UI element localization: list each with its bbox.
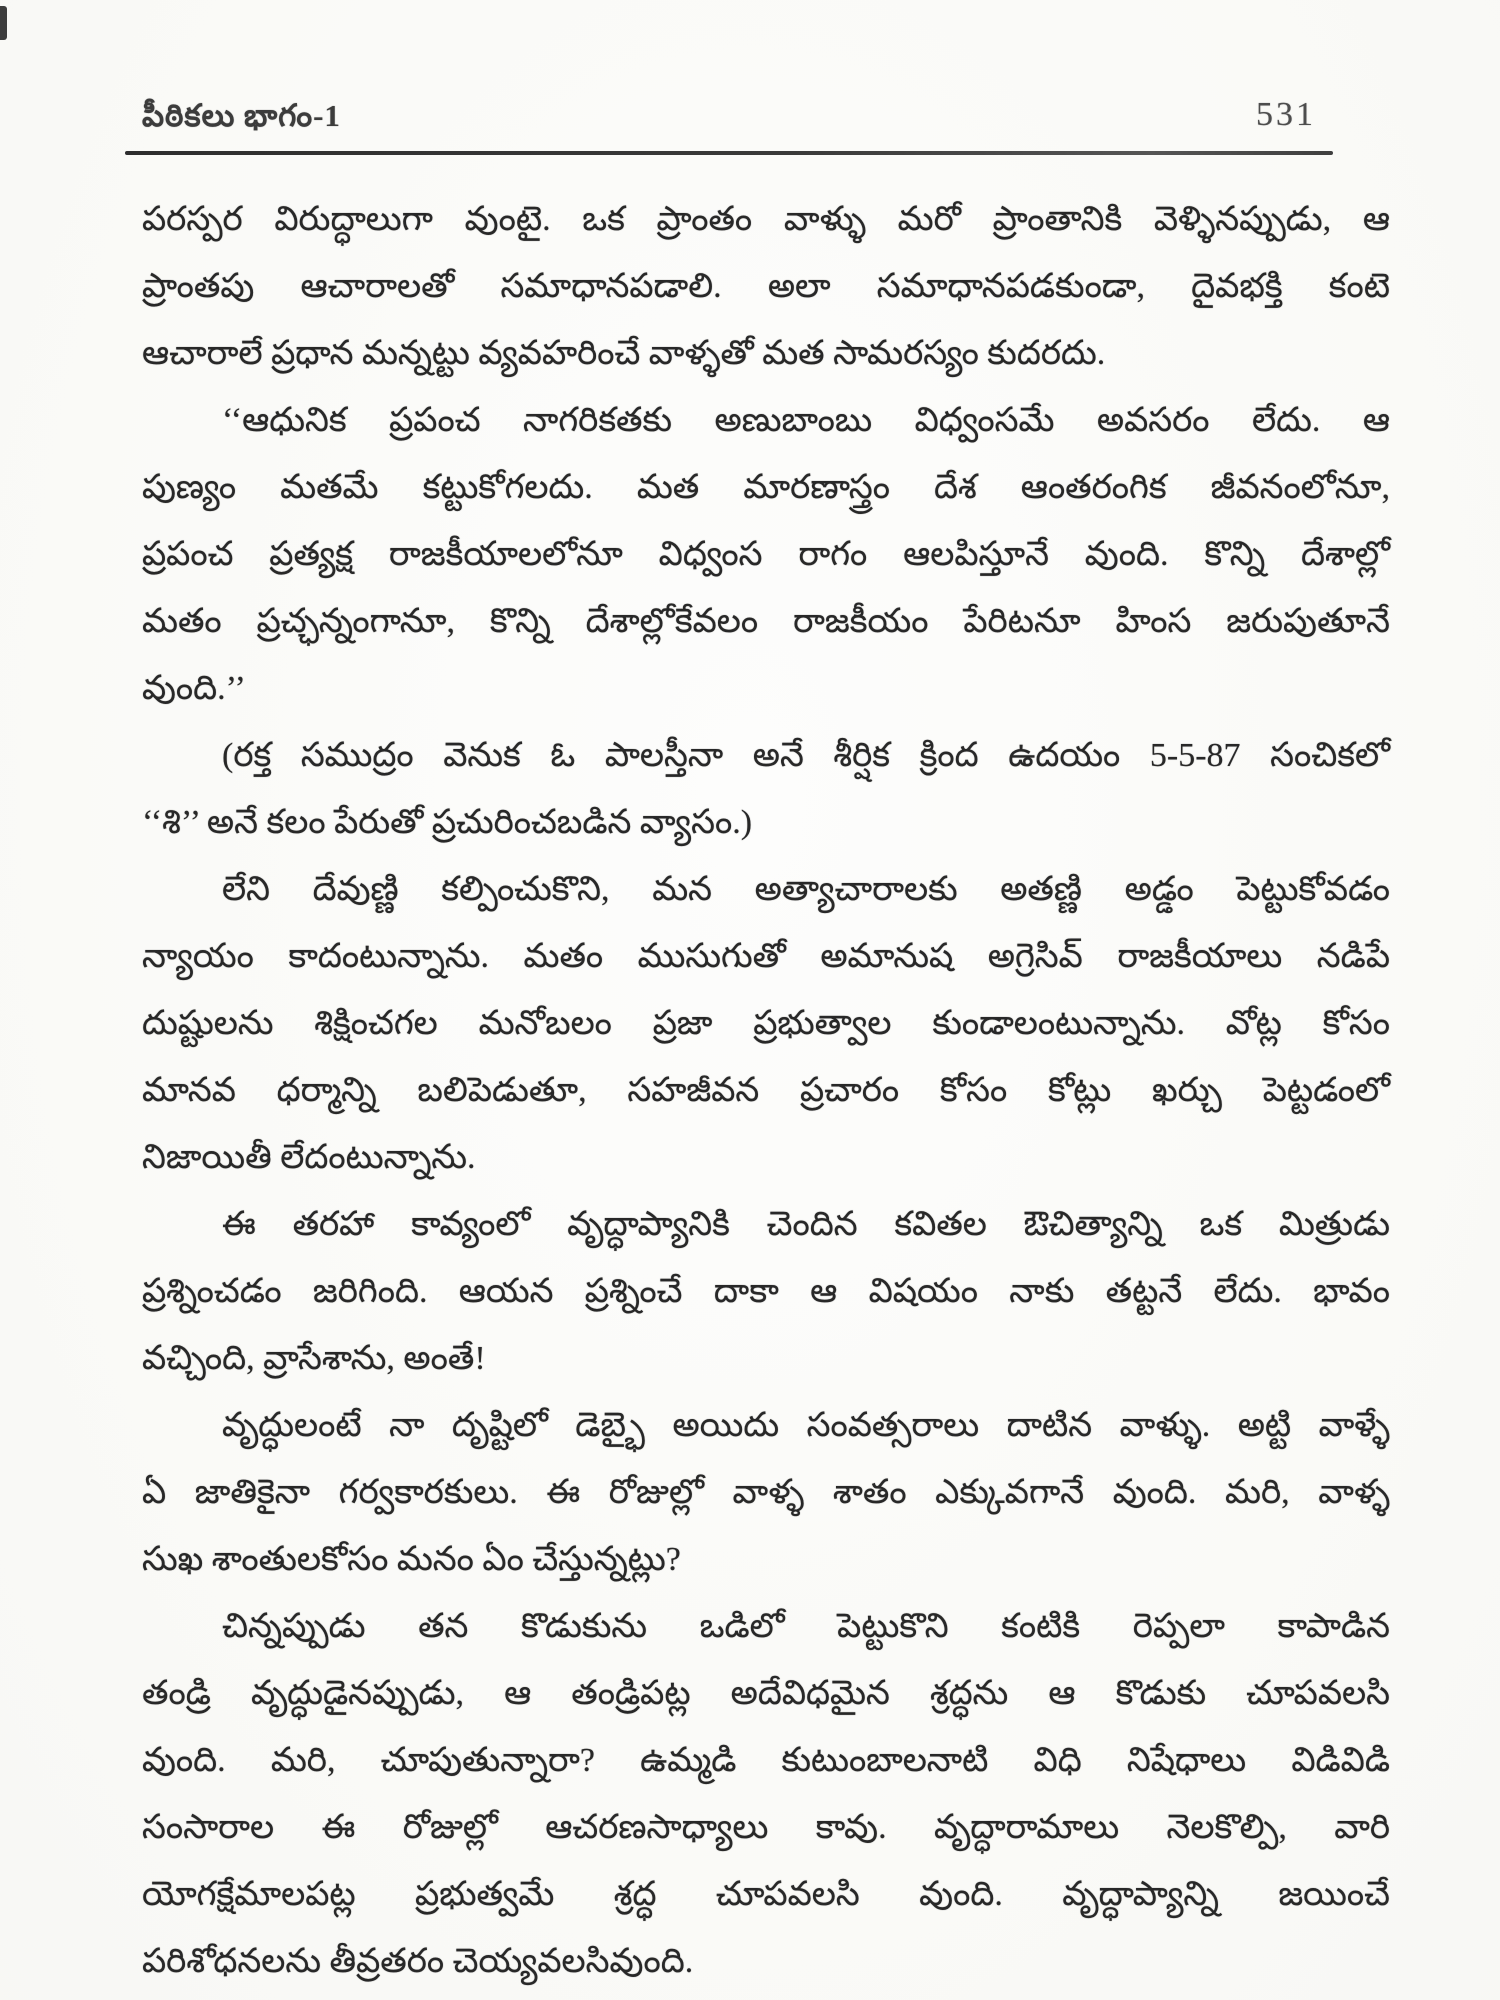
running-title: పీఠికలు భాగం-1 <box>142 98 341 133</box>
text-line: వుంది. మరి, చూపుతున్నారా? ఉమ్మడి కుటుంబాలనాటి విధి నిషేధాలు విడివిడి <box>142 1742 1390 1779</box>
text-line: వృద్ధులంటే నా దృష్టిలో డెబ్భై అయిదు సంవత్సరాలు దాటిన వాళ్ళు. అట్టి వాళ్ళే <box>222 1407 1390 1444</box>
text-line: మతం ప్రచ్ఛన్నంగానూ, కొన్ని దేశాల్లోకేవలం రాజకీయం పేరిటనూ హింస జరుపుతూనే <box>142 603 1390 640</box>
text-line: ప్రాంతపు ఆచారాలతో సమాధానపడాలి. అలా సమాధానపడకుండా, దైవభక్తి కంటె <box>142 268 1390 305</box>
text-line: ప్రశ్నించడం జరిగింది. ఆయన ప్రశ్నించే దాకా ఆ విషయం నాకు తట్టనే లేదు. భావం <box>142 1273 1390 1310</box>
text-line: ‘‘శి’’ అనే కలం పేరుతో ప్రచురించబడిన వ్యాసం.) <box>142 804 753 841</box>
page-number: 531 <box>1256 96 1316 133</box>
text-line: చిన్నప్పుడు తన కొడుకును ఒడిలో పెట్టుకొని కంటికి రెప్పలా కాపాడిన <box>222 1608 1390 1645</box>
header-rule <box>125 151 1333 155</box>
text-line: ఈ తరహా కావ్యంలో వృద్ధాప్యానికి చెందిన కవితల ఔచిత్యాన్ని ఒక మిత్రుడు <box>222 1206 1390 1243</box>
text-line: వచ్చింది, వ్రాసేశాను, అంతే! <box>142 1340 486 1377</box>
page-body-text <box>142 186 1390 1995</box>
text-line: తండ్రి వృద్ధుడైనప్పుడు, ఆ తండ్రిపట్ల అదేవిధమైన శ్రద్ధను ఆ కొడుకు చూపవలసి <box>142 1675 1390 1712</box>
text-line: దుష్టులను శిక్షించగల మనోబలం ప్రజా ప్రభుత్వాల కుండాలంటున్నాను. వోట్ల కోసం <box>142 1005 1390 1042</box>
text-line: ‘‘ఆధునిక ప్రపంచ నాగరికతకు అణుబాంబు విధ్వంసమే అవసరం లేదు. ఆ <box>222 402 1390 439</box>
text-line: వుంది.’’ <box>142 670 246 707</box>
text-line: పుణ్యం మతమే కట్టుకోగలదు. మత మారణాస్త్రం దేశ ఆంతరంగిక జీవనంలోనూ, <box>142 469 1390 506</box>
text-line: లేని దేవుణ్ణి కల్పించుకొని, మన అత్యాచారాలకు అతణ్ణి అడ్డం పెట్టుకోవడం <box>222 871 1390 908</box>
text-line: ప్రపంచ ప్రత్యక్ష రాజకీయాలలోనూ విధ్వంస రాగం ఆలపిస్తూనే వుంది. కొన్ని దేశాల్లో <box>142 536 1390 573</box>
text-line: సుఖ శాంతులకోసం మనం ఏం చేస్తున్నట్లు? <box>142 1541 681 1578</box>
text-line: పరిశోధనలను తీవ్రతరం చెయ్యవలసివుంది. <box>142 1943 694 1980</box>
text-line: యోగక్షేమాలపట్ల ప్రభుత్వమే శ్రద్ధ చూపవలసి వుంది. వృద్ధాప్యాన్ని జయించే <box>142 1876 1390 1913</box>
text-line: నిజాయితీ లేదంటున్నాను. <box>142 1139 476 1176</box>
text-line: న్యాయం కాదంటున్నాను. మతం ముసుగుతో అమానుష అగ్రెసివ్ రాజకీయాలు నడిపే <box>142 938 1390 975</box>
text-line: సంసారాల ఈ రోజుల్లో ఆచరణసాధ్యాలు కావు. వృద్ధారామాలు నెలకొల్పి, వారి <box>142 1809 1390 1846</box>
text-line: పరస్పర విరుద్ధాలుగా వుంటై. ఒక ప్రాంతం వాళ్ళు మరో ప్రాంతానికి వెళ్ళినప్పుడు, ఆ <box>142 201 1390 238</box>
text-line: ఆచారాలే ప్రధాన మన్నట్టు వ్యవహరించే వాళ్ళతో మత సామరస్యం కుదరదు. <box>142 335 1106 372</box>
text-line: మానవ ధర్మాన్ని బలిపెడుతూ, సహజీవన ప్రచారం కోసం కోట్లు ఖర్చు పెట్టడంలో <box>142 1072 1390 1109</box>
text-line: (రక్త సముద్రం వెనుక ఓ పాలస్తీనా అనే శీర్షిక క్రింద ఉదయం 5-5-87 సంచికలో <box>222 737 1390 774</box>
text-line: ఏ జాతికైనా గర్వకారకులు. ఈ రోజుల్లో వాళ్ళ శాతం ఎక్కువగానే వుంది. మరి, వాళ్ళ <box>142 1474 1390 1511</box>
page-header <box>0 0 1500 160</box>
